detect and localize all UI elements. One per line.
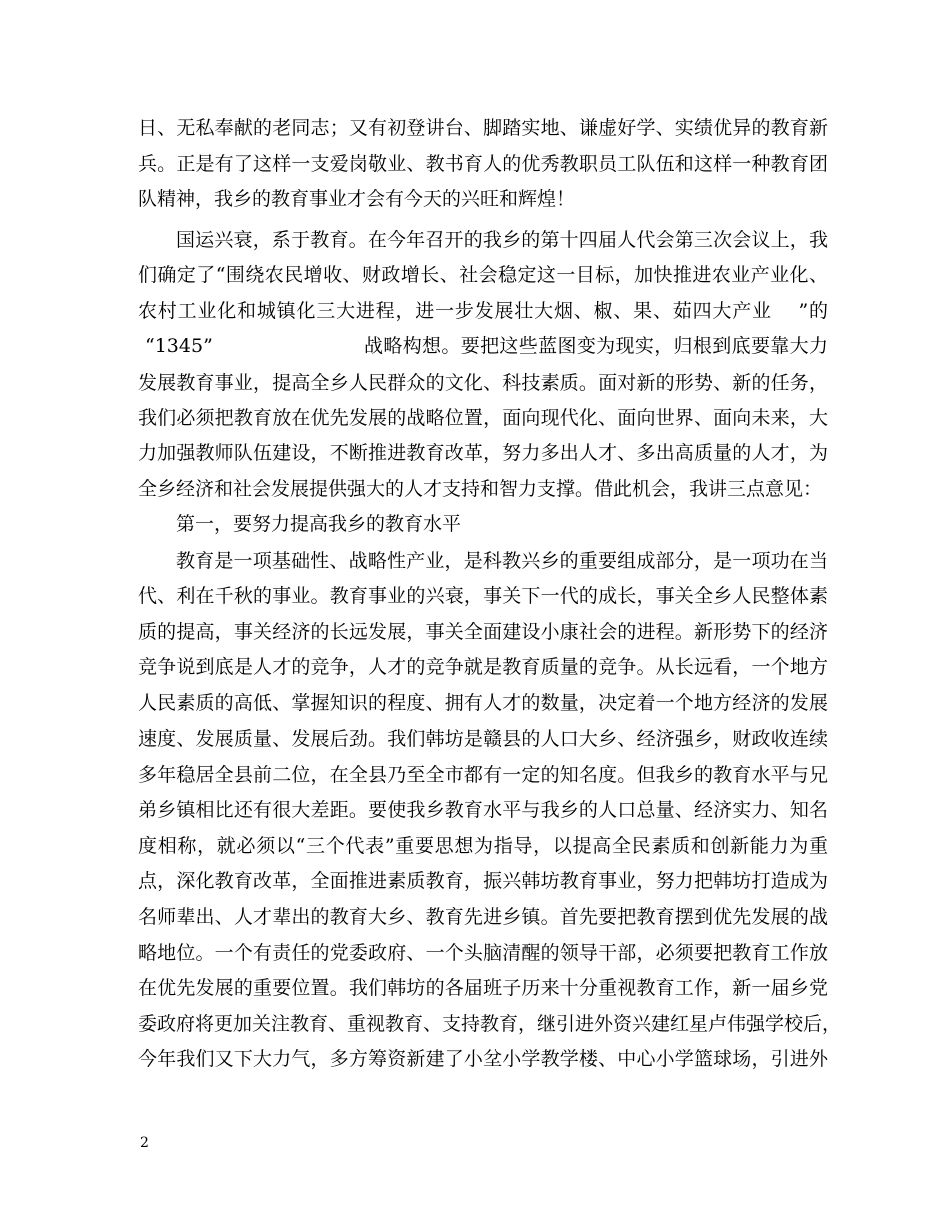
text-line: 日、无私奉献的老同志；又有初登讲台、脚踏实地、谦虚好学、实绩优异的教育新 bbox=[138, 117, 828, 139]
text-line: 委政府将更加关注教育、重视教育、支持教育，继引进外资兴建红星卢伟强学校后， bbox=[138, 1013, 842, 1035]
text-line: 兵。正是有了这样一支爱岗敬业、教书育人的优秀教职员工队伍和这样一种教育团 bbox=[138, 153, 828, 175]
text-line: 在优先发展的重要位置。我们韩坊的各届班子历来十分重视教育工作，新一届乡党 bbox=[138, 977, 828, 999]
text-line: 略地位。一个有责任的党委政府、一个头脑清醒的领导干部，必须要把教育工作放 bbox=[138, 942, 828, 964]
text-line: 代、利在千秋的事业。教育事业的兴衰，事关下一代的成长，事关全乡人民整体素 bbox=[138, 585, 828, 607]
text-line: 力加强教师队伍建设，不断推进教育改革，努力多出人才、多出高质量的人才，为 bbox=[138, 442, 828, 464]
text-line: 名师辈出、人才辈出的教育大乡、教育先进乡镇。首先要把教育摆到优先发展的战 bbox=[138, 906, 828, 928]
text-line: 全乡经济和社会发展提供强大的人才支持和智力支撑。借此机会，我讲三点意见： bbox=[138, 478, 823, 500]
text-line: 国运兴衰，系于教育。在今年召开的我乡的第十四届人代会第三次会议上，我 bbox=[176, 229, 828, 251]
text-line: 速度、发展质量、发展后劲。我们韩坊是赣县的人口大乡、经济强乡，财政收连续 bbox=[138, 728, 828, 750]
text-fragment: “1345” bbox=[145, 335, 213, 357]
text-line: 今年我们又下大力气，多方筹资新建了小坌小学教学楼、中心小学篮球场，引进外 bbox=[138, 1048, 828, 1070]
text-line: 们确定了“围绕农民增收、财政增长、社会稳定这一目标，加快推进农业产业化、 bbox=[138, 264, 828, 286]
section-heading: 第一，要努力提高我乡的教育水平 bbox=[176, 513, 462, 535]
text-line: 弟乡镇相比还有很大差距。要使我乡教育水平与我乡的人口总量、经济实力、知名 bbox=[138, 799, 828, 821]
text-line: 竞争说到底是人才的竞争，人才的竞争就是教育质量的竞争。从长远看，一个地方 bbox=[138, 656, 828, 678]
text-line: 度相称，就必须以“三个代表”重要思想为指导，以提高全民素质和创新能力为重 bbox=[138, 835, 828, 857]
text-line: 点，深化教育改革，全面推进素质教育，振兴韩坊教育事业，努力把韩坊打造成为 bbox=[138, 870, 828, 892]
text-line: 质的提高，事关经济的长远发展，事关全面建设小康社会的进程。新形势下的经济 bbox=[138, 621, 828, 643]
page-number: 2 bbox=[140, 1135, 149, 1151]
text-line: 队精神，我乡的教育事业才会有今天的兴旺和辉煌！ bbox=[138, 188, 576, 210]
text-line: 人民素质的高低、掌握知识的程度、拥有人才的数量，决定着一个地方经济的发展 bbox=[138, 692, 828, 714]
text-line: 我们必须把教育放在优先发展的战略位置，面向现代化、面向世界、面向未来，大 bbox=[138, 407, 828, 429]
text-line: 农村工业化和城镇化三大进程，进一步发展壮大烟、椒、果、茹四大产业 ”的 bbox=[138, 300, 828, 322]
text-fragment: 战略构想。要把这些蓝图变为现实，归根到底要靠大力 bbox=[364, 335, 828, 357]
text-line: 教育是一项基础性、战略性产业，是科教兴乡的重要组成部分，是一项功在当 bbox=[176, 550, 828, 572]
text-line: 发展教育事业，提高全乡人民群众的文化、科技素质。面对新的形势、新的任务， bbox=[138, 372, 828, 394]
text-line: 多年稳居全县前二位，在全县乃至全市都有一定的知名度。但我乡的教育水平与兄 bbox=[138, 764, 828, 786]
